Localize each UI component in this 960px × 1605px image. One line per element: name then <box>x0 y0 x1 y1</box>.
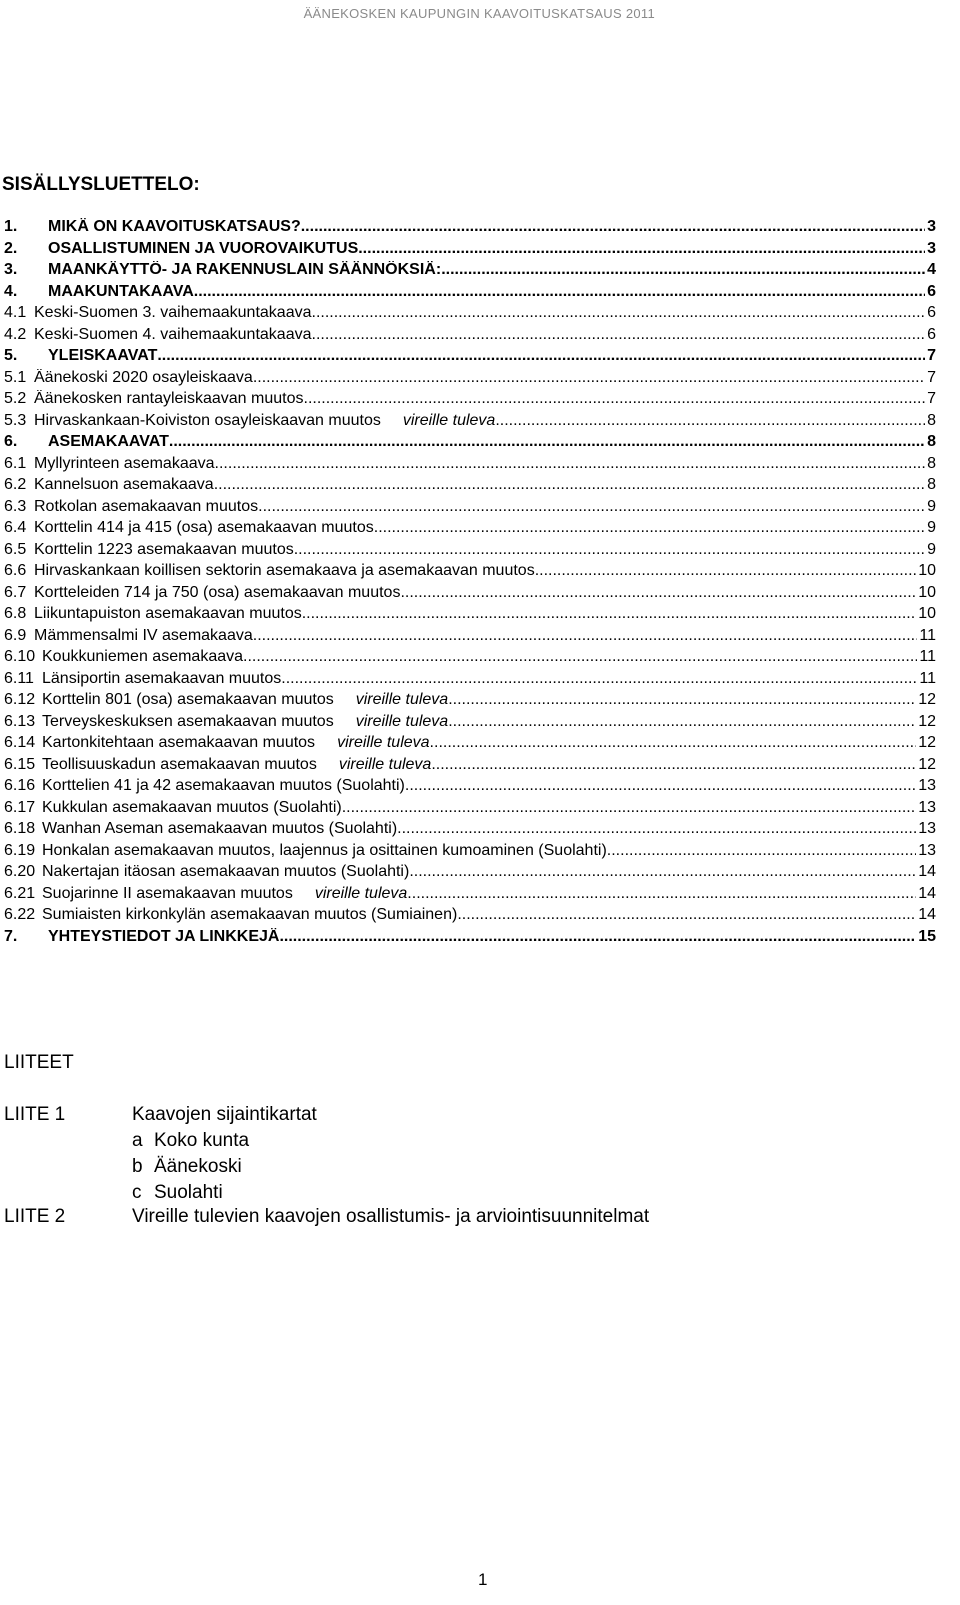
toc-entry-page: 6 <box>927 304 936 321</box>
toc-entry-page: 12 <box>918 691 936 708</box>
toc-entry[interactable] <box>4 369 936 391</box>
toc-entry-label: Liikuntapuiston asemakaavan muutos <box>34 605 302 622</box>
toc-entry-status: vireille tuleva <box>314 884 408 902</box>
toc-entry-page: 13 <box>918 820 936 837</box>
toc-entry[interactable] <box>4 347 936 369</box>
toc-entry-page: 4 <box>927 261 936 278</box>
toc-entry-label: ASEMAKAAVAT <box>48 433 169 450</box>
toc-entry-page: 11 <box>919 626 936 644</box>
toc-entry-leader <box>312 304 926 322</box>
toc-entry-leader <box>281 670 917 688</box>
toc-entry-leader <box>258 498 925 516</box>
toc-entry-page: 6 <box>927 325 936 343</box>
toc-entry-leader <box>405 777 916 795</box>
attachment-1-item-c <box>132 1182 223 1204</box>
toc-entry-page: 11 <box>919 669 936 687</box>
toc-entry-number: 4.1 <box>4 304 27 321</box>
toc-entry[interactable] <box>4 240 936 262</box>
toc-entry[interactable] <box>4 218 936 240</box>
toc-entry-number: 6.18 <box>4 820 36 837</box>
toc-entry-number: 6.17 <box>4 798 36 816</box>
toc-entry-number: 6.20 <box>4 863 36 880</box>
attachment-2-title: Vireille tulevien kaavojen osallistumis- ja arviointisuunnitelmat <box>132 1206 650 1227</box>
toc-entry[interactable] <box>4 584 936 606</box>
toc-entry-label: YHTEYSTIEDOT JA LINKKEJÄ <box>48 927 280 945</box>
toc-entry-page: 6 <box>927 282 936 300</box>
toc-entry[interactable] <box>4 691 936 713</box>
toc-entry-page: 10 <box>918 583 936 601</box>
toc-entry-label: Mämmensalmi IV asemakaava <box>34 626 253 644</box>
toc-entry-page: 3 <box>927 218 936 235</box>
toc-entry-status: vireille tuleva <box>337 734 430 751</box>
toc-entry-page: 14 <box>918 906 936 923</box>
attachment-1-title: Kaavojen sijaintikartat <box>132 1104 317 1125</box>
toc-entry[interactable] <box>4 455 936 477</box>
toc-entry-number: 6.7 <box>4 583 27 601</box>
toc-entry-page: 10 <box>918 562 936 579</box>
toc-entry-label: Nakertajan itäosan asemakaavan muutos (Suolahti) <box>42 863 410 880</box>
toc-entry-leader <box>215 455 926 473</box>
toc-entry-page: 8 <box>927 476 936 493</box>
attachment-2 <box>4 1206 649 1228</box>
toc-entry-leader <box>448 713 916 731</box>
toc-entry-leader <box>253 369 925 387</box>
toc-entry-label: Länsiportin asemakaavan muutos <box>42 669 282 687</box>
toc-entry-number: 5. <box>4 347 18 364</box>
toc-entry-leader <box>342 799 916 817</box>
toc-entry[interactable] <box>4 433 936 455</box>
toc-entry-page: 7 <box>927 347 936 364</box>
toc-entry-leader <box>304 390 926 408</box>
toc-entry-number: 6.8 <box>4 605 27 622</box>
toc-entry-number: 4.2 <box>4 325 27 343</box>
toc-entry-label: Keski-Suomen 3. vaihemaakuntakaava <box>34 304 312 321</box>
toc-entry-number: 6.22 <box>4 906 36 923</box>
toc-entry-number: 2. <box>4 239 18 257</box>
toc-entry-label: Korttelien 41 ja 42 asemakaavan muutos (Suolahti) <box>42 777 405 794</box>
toc-entry[interactable] <box>4 734 936 756</box>
toc-entry-label: Terveyskeskuksen asemakaavan muutos <box>42 712 334 730</box>
toc-entry-label: YLEISKAAVAT <box>48 347 158 364</box>
toc-entry-status: vireille tuleva <box>338 755 432 773</box>
toc-entry-label: Myllyrinteen asemakaava <box>34 454 215 472</box>
toc-entry-leader <box>358 240 925 258</box>
toc-entry-label: Suojarinne II asemakaavan muutos <box>42 884 293 902</box>
toc-entry-leader <box>301 218 925 236</box>
toc-entry-label: MIKÄ ON KAAVOITUSKATSAUS? <box>48 218 301 235</box>
toc-entry-label: Koukkuniemen asemakaava <box>42 648 244 665</box>
toc-entry-number: 3. <box>4 261 18 278</box>
toc-entry-number: 1. <box>4 218 18 235</box>
toc-entry-page: 3 <box>927 239 936 257</box>
toc-entry-number: 6.5 <box>4 540 27 558</box>
toc-entry-page: 13 <box>918 841 936 859</box>
toc-entry-leader <box>302 605 916 623</box>
toc-entry-page: 12 <box>918 755 936 773</box>
toc-entry[interactable] <box>4 261 936 283</box>
toc-entry-leader <box>407 885 916 903</box>
toc-entry-page: 13 <box>918 777 936 794</box>
toc-entry-number: 6.16 <box>4 777 36 794</box>
attachment-1 <box>4 1104 317 1126</box>
toc-entry-leader <box>448 691 916 709</box>
toc-entry-status: vireille tuleva <box>355 691 449 708</box>
toc-entry-number: 6.19 <box>4 841 36 859</box>
toc-entry-leader <box>169 433 925 451</box>
toc-entry-label: Rotkolan asemakaavan muutos <box>34 497 259 515</box>
toc-entry-leader <box>495 412 925 430</box>
toc-entry[interactable] <box>4 519 936 541</box>
toc-entry-status: vireille tuleva <box>355 712 449 730</box>
item-text: Äänekoski <box>154 1156 242 1177</box>
toc-entry-leader <box>431 756 916 774</box>
toc-entry-leader <box>409 863 916 881</box>
toc-entry[interactable] <box>4 541 936 563</box>
toc-entry-page: 12 <box>918 734 936 751</box>
attachment-2-key: LIITE 2 <box>4 1206 66 1227</box>
attachments-heading: LIITEET <box>4 1052 74 1073</box>
toc-entry-number: 6.13 <box>4 712 36 730</box>
toc-entry-page: 12 <box>918 712 936 730</box>
toc-entry-number: 6.9 <box>4 626 27 644</box>
toc-entry[interactable] <box>4 713 936 735</box>
toc-title: SISÄLLYSLUETTELO: <box>2 174 200 195</box>
toc-entry-label: Korttelin 414 ja 415 (osa) asemakaavan muutos <box>34 519 374 536</box>
toc-entry-label: Sumiaisten kirkonkylän asemakaavan muutos (Sumiainen) <box>42 906 458 923</box>
toc-entry-label: Äänekosken rantayleiskaavan muutos <box>34 390 304 407</box>
toc-entry-number: 6.12 <box>4 691 36 708</box>
toc-entry[interactable] <box>4 627 936 649</box>
item-letter: c <box>132 1182 142 1203</box>
toc-entry[interactable] <box>4 304 936 326</box>
toc-entry-leader <box>312 326 926 344</box>
toc-entry[interactable] <box>4 390 936 412</box>
toc-entry-leader <box>535 562 917 580</box>
toc-entry[interactable] <box>4 605 936 627</box>
toc-entry-number: 6.6 <box>4 562 27 579</box>
toc-entry-page: 9 <box>927 540 936 558</box>
attachment-1-item-b <box>132 1156 242 1178</box>
toc-entry-label: Honkalan asemakaavan muutos, laajennus ja osittainen kumoaminen (Suolahti) <box>42 841 607 859</box>
toc-entry-label: Korttelin 1223 asemakaavan muutos <box>34 540 294 558</box>
toc-entry-leader <box>194 283 925 301</box>
toc-entry-label: OSALLISTUMINEN JA VUOROVAIKUTUS <box>48 239 359 257</box>
toc-entry-number: 6.1 <box>4 454 27 472</box>
toc-entry-number: 5.3 <box>4 411 27 429</box>
toc-entry[interactable] <box>4 283 936 305</box>
toc-entry-leader <box>397 820 916 838</box>
toc-entry-status: vireille tuleva <box>402 411 496 429</box>
toc-entry-page: 7 <box>927 368 936 386</box>
toc-entry-label: Kannelsuon asemakaava <box>34 476 214 493</box>
toc-entry-page: 15 <box>918 927 936 945</box>
toc-entry-label: Hirvaskankaan koillisen sektorin asemakaava ja asemakaavan muutos <box>34 562 535 579</box>
toc-entry-leader <box>279 928 916 946</box>
toc-entry-label: Korttelin 801 (osa) asemakaavan muutos <box>42 691 334 708</box>
toc-entry-number: 6.3 <box>4 497 27 515</box>
toc-entry[interactable] <box>4 799 936 821</box>
table-of-contents <box>4 218 936 949</box>
toc-entry-label: Kortteleiden 714 ja 750 (osa) asemakaavan muutos <box>34 583 401 601</box>
attachment-1-item-a <box>132 1130 249 1152</box>
toc-entry-label: MAAKUNTAKAAVA <box>48 282 194 300</box>
toc-entry-leader <box>294 541 925 559</box>
running-header: ÄÄNEKOSKEN KAUPUNGIN KAAVOITUSKATSAUS 2011 <box>303 6 655 21</box>
toc-entry-number: 6.4 <box>4 519 27 536</box>
toc-entry[interactable] <box>4 476 936 498</box>
toc-entry-leader <box>441 261 925 279</box>
toc-entry-number: 7. <box>4 927 18 945</box>
toc-entry-number: 6.2 <box>4 476 27 493</box>
toc-entry-label: Kukkulan asemakaavan muutos (Suolahti) <box>42 798 342 816</box>
toc-entry-number: 6. <box>4 433 18 450</box>
toc-entry-number: 4. <box>4 282 18 300</box>
toc-entry[interactable] <box>4 906 936 928</box>
toc-entry-number: 6.15 <box>4 755 36 773</box>
toc-entry-page: 9 <box>927 519 936 536</box>
toc-entry[interactable] <box>4 777 936 799</box>
toc-entry-label: MAANKÄYTTÖ- JA RAKENNUSLAIN SÄÄNNÖKSIÄ: <box>48 261 442 278</box>
toc-entry-page: 8 <box>927 411 936 429</box>
toc-entry-page: 14 <box>918 863 936 880</box>
toc-entry-number: 5.1 <box>4 368 27 386</box>
toc-entry-leader <box>214 476 925 494</box>
toc-entry-page: 14 <box>918 884 936 902</box>
toc-entry-leader <box>400 584 916 602</box>
item-letter: b <box>132 1156 143 1177</box>
toc-entry-number: 6.21 <box>4 884 36 902</box>
toc-entry[interactable] <box>4 562 936 584</box>
toc-entry-number: 6.14 <box>4 734 36 751</box>
toc-entry[interactable] <box>4 756 936 778</box>
toc-entry-label: Hirvaskankaan-Koiviston osayleiskaavan muutos <box>34 411 381 429</box>
toc-entry[interactable] <box>4 820 936 842</box>
toc-entry-number: 6.11 <box>4 669 34 687</box>
toc-entry-leader <box>253 627 918 645</box>
toc-entry[interactable] <box>4 863 936 885</box>
toc-entry-leader <box>457 906 916 924</box>
toc-entry[interactable] <box>4 885 936 907</box>
toc-entry[interactable] <box>4 498 936 520</box>
toc-entry-leader <box>374 519 925 537</box>
toc-entry-label: Teollisuuskadun asemakaavan muutos <box>42 755 317 773</box>
toc-entry-page: 9 <box>927 497 936 515</box>
toc-entry-label: Keski-Suomen 4. vaihemaakuntakaava <box>34 325 312 343</box>
toc-entry[interactable] <box>4 928 936 950</box>
toc-entry-number: 5.2 <box>4 390 27 407</box>
toc-entry-page: 8 <box>927 454 936 472</box>
toc-entry[interactable] <box>4 412 936 434</box>
toc-entry-page: 7 <box>927 390 936 407</box>
toc-entry[interactable] <box>4 648 936 670</box>
toc-entry-label: Äänekoski 2020 osayleiskaava <box>34 368 253 386</box>
toc-entry[interactable] <box>4 842 936 864</box>
toc-entry-leader <box>607 842 916 860</box>
item-letter: a <box>132 1130 143 1151</box>
toc-entry-leader <box>430 734 917 752</box>
toc-entry[interactable] <box>4 326 936 348</box>
toc-entry-number: 6.10 <box>4 648 36 665</box>
toc-entry-leader <box>243 648 917 666</box>
item-text: Suolahti <box>154 1182 223 1203</box>
toc-entry-page: 8 <box>927 433 936 450</box>
toc-entry-leader <box>157 347 925 365</box>
toc-entry[interactable] <box>4 670 936 692</box>
toc-entry-page: 13 <box>918 798 936 816</box>
item-text: Koko kunta <box>154 1130 250 1151</box>
attachment-1-key: LIITE 1 <box>4 1104 66 1125</box>
page-number: 1 <box>478 1570 488 1589</box>
toc-entry-label: Kartonkitehtaan asemakaavan muutos <box>42 734 316 751</box>
toc-entry-page: 11 <box>919 648 936 665</box>
toc-entry-label: Wanhan Aseman asemakaavan muutos (Suolahti) <box>42 820 398 837</box>
toc-entry-page: 10 <box>918 605 936 622</box>
